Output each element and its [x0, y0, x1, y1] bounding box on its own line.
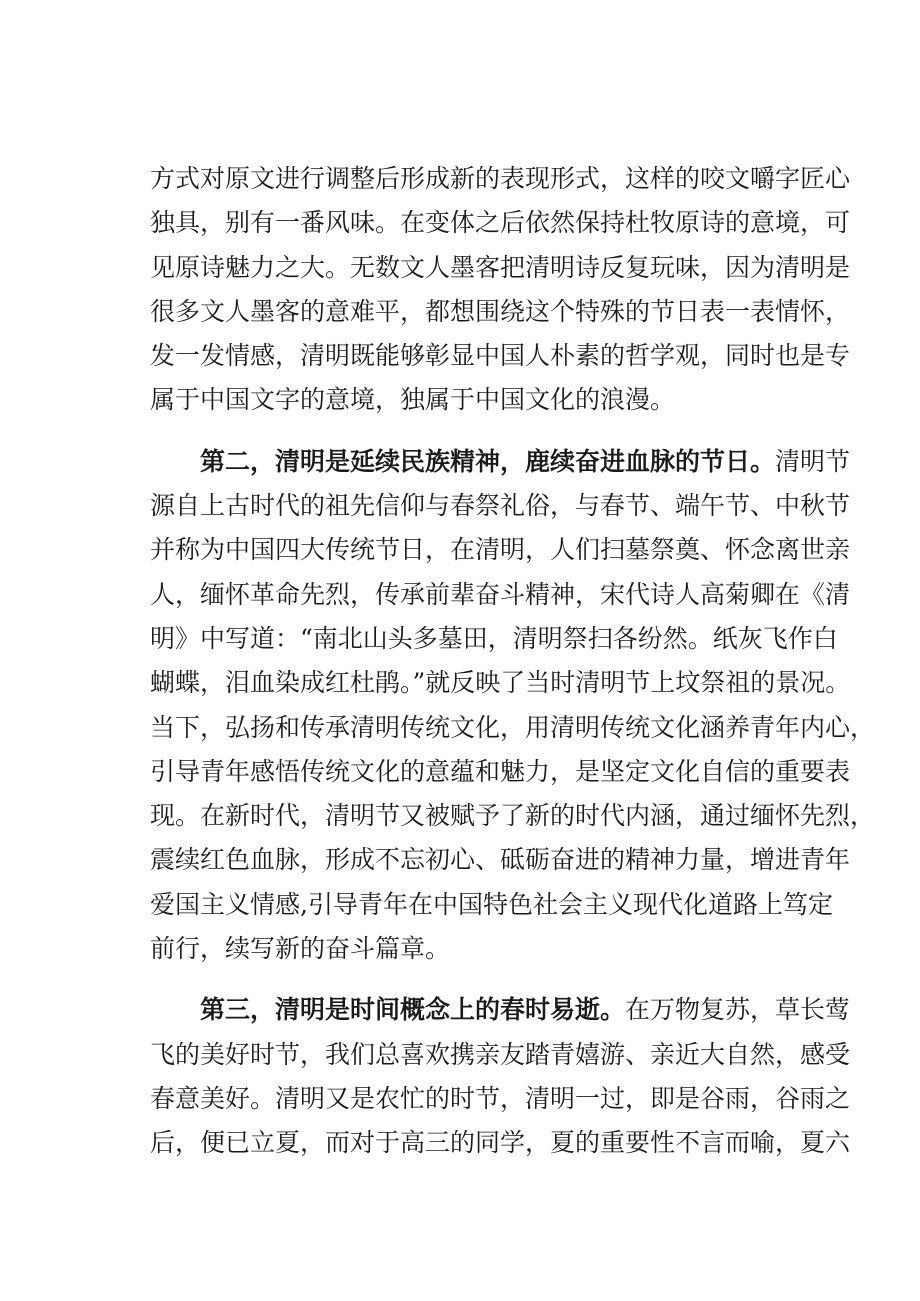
text-line: 后，便已立夏，而对于高三的同学，夏的重要性不言而喻，夏六	[150, 1128, 851, 1158]
text-line: 源自上古时代的祖先信仰与春祭礼俗，与春节、端午节、中秋节	[150, 491, 851, 521]
text-line: 见原诗魅力之大。无数文人墨客把清明诗反复玩味，因为清明是	[150, 252, 851, 282]
text-line: 前行，续写新的奋斗篇章。	[150, 934, 451, 964]
text-line: 独具，别有一番风味。在变体之后依然保持杜牧原诗的意境，可	[150, 208, 851, 238]
body-text	[150, 157, 876, 1166]
section-heading: 第三，清明是时间概念上的春时易逝。	[200, 995, 626, 1025]
paragraph-1	[150, 157, 851, 423]
paragraph-gap	[150, 971, 830, 988]
text-line: 人，缅怀革命先烈，传承前辈奋斗精神，宋代诗人高菊卿在《清	[150, 579, 851, 609]
text-line	[150, 440, 851, 484]
text-line: 蝴蝶，泪血染成红杜鹃。”就反映了当时清明节上坟祭祖的景况。	[150, 668, 851, 698]
text-line: 爱国主义情感,引导青年在中国特色社会主义现代化道路上笃定	[150, 889, 833, 919]
text-line: 春意美好。清明又是农忙的时节，清明一过，即是谷雨，谷雨之	[150, 1083, 851, 1113]
text-line: 引导青年感悟传统文化的意蕴和魅力，是坚定文化自信的重要表	[150, 756, 851, 786]
text-line: 属于中国文字的意境，独属于中国文化的浪漫。	[150, 385, 676, 415]
text-line: 方式对原文进行调整后形成新的表现形式，这样的咬文嚼字匠心	[150, 164, 851, 193]
text-line	[150, 988, 851, 1032]
section-heading: 第二，清明是延续民族精神，鹿续奋进血脉的节日。	[200, 446, 776, 476]
text-run: 在万物复苏，草长莺	[625, 995, 851, 1025]
text-line: 明》中写道：“南北山头多墓田，清明祭扫各纷然。纸灰飞作白	[150, 623, 838, 653]
text-line: 震续红色血脉，形成不忘初心、砥砺奋进的精神力量，增进青年	[150, 845, 851, 875]
text-line: 现。在新时代，清明节又被赋予了新的时代内涵，通过缅怀先烈，	[150, 801, 876, 831]
text-line: 飞的美好时节，我们总喜欢携亲友踏青嬉游、亲近大自然，感受	[150, 1039, 851, 1069]
text-line: 当下，弘扬和传承清明传统文化，用清明传统文化涵养青年内心，	[150, 712, 876, 742]
text-line: 发一发情感，清明既能够彰显中国人朴素的哲学观，同时也是专	[150, 341, 851, 371]
text-line: 并称为中国四大传统节日，在清明，人们扫墓祭奠、怀念离世亲	[150, 535, 851, 565]
paragraph-2	[150, 440, 876, 972]
paragraph-3	[150, 988, 851, 1165]
text-run: 清明节	[775, 446, 851, 476]
text-line: 很多文人墨客的意难平，都想围绕这个特殊的节日表一表情怀，	[150, 296, 851, 326]
paragraph-gap	[150, 423, 830, 440]
